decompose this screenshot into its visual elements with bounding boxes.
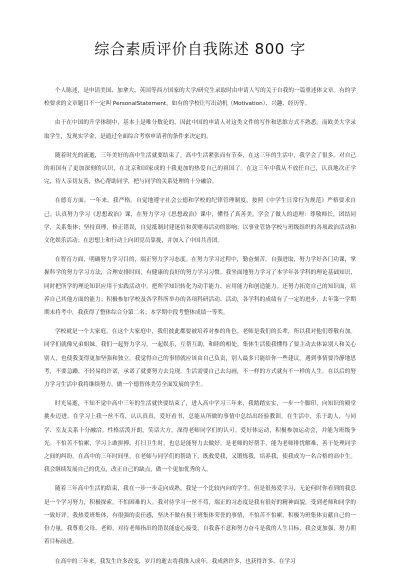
paragraph: 学校就是一个大家庭。在这个大家庭中，我们彼此都要被培养对参的角色。老师是我们的长辈，所以我对他们尊敬有加。同学们就像兄弟姐妹，我们一起努力学习，一起娱乐，互帮互助，和睦的相处。集体生活使我懂得了要主动去体谅别人和关心别人，也使我变得更加坚强和独立。我觉得自己的事情就应该由自己负责，别人最多只能给你一些建议。遇到事情要冷静地思考，不要急躁。不轻易的许诺，承诺了就要努力去兑现。生活需要自己去勾画，不一样的方式就有不一样的人生。在以后的努力学习生活中我将继续努力，做一个德智体美劳全面发展的学生。 — [44, 329, 356, 389]
paragraph: 随着时光的流逝，三年美好的高中生活就要结束了，高中生活紧张而有节奏，在这三年的生活中，我学会了很多。对自己的祖国有了更加深刻的认识，在北京和国家成的十我更加的热爱自己的祖国了。在这三年中我从不放任自己，认真地次正学完，待人亲切友善，热心帮助同学，把与同学的关系处理的十分融洽。 — [44, 152, 356, 186]
paragraph: 个人陈述，是申请美国、加拿大、英国等西方国家的大学/研究生录取时由申请人写的关于自我的一篇重述体文章。有的学校要求的文章题目不一定叫 PersonalStatement，如有的学校让写出动机（Motivation）、兴趣、经历等。 — [44, 88, 356, 108]
document-title: 综合素质评价自我陈述 800 字 — [94, 40, 306, 58]
paragraph: 在德育方面。一年来，我严格。自觉地遵守社会公德和学校的纪律管理制度，按照《中学生日常行为规范》严格要求自己。认真努力学习《思想政治》课，在努力学习《思想政治》课中，懂得了真善美，学会了做人的道理：尊敬师长，团结同学，关系集体；坚持真理，修正错误，自觉抵制封建迷信和黄赌毒活动的影响；以事业管协学校与班级组织的各项政治活动和文化娱乐活动；在思想上和行动上向团党员靠拢，并加入了中国共青团。 — [44, 198, 356, 245]
paragraph: 随着三年高中生活的结束，我在一步一步走向成熟，我是一个比较内向的学生，但是很热爱学习，无论何时你看到的我总是一个学习努力，积极探索，不怕困难的人。我对待学习一丝不苟，端正的习态度是我有很好的精神面貌，受到老师和同学的一致好评。我热爱班集体，有很强的责任感，坚决不做有损于班集体荣誉的事情，不怕苦不怕累，积极为班集体贡献自己的一份力量。我尊重父母、老师，对待老师指出的错误能虚心接受，自我落不意和努力奋斗是我的人生目标，我会更加强，努力朝着目标前进。 — [44, 486, 356, 546]
document-body — [44, 85, 356, 566]
paragraph: 时光易逝，不知不觉中高中三年的生活就快要结束了，进入高中学习三年来，我踏踏实实，一步一个脚印，向知识的殿堂挑步迈进。在学习上我一丝不苟，认认真真，爱好看书，总能从所做的事情中总结出经验教训。在生活中，乐于助人，与同学、室友关系十分融洽。性格活泼开朗，笑话大方，深得老师同学们的认可。爱好体运动，积极参加运动会，并能为班级争光。不怕苦不怕累，学习上敢拼搏，打扫卫生时，也总是能努力去做好。是老师的好帮手，能为老师排忧解难，善于处理同学之间的纠纷。在高中的三年时间里，在老师与同学们的帮助下，既救爱我，又锻炼我，培养我，使我成为一名合格的高中生。我会继续发展自己的优点，改正自己的缺点，做一个更加优秀的人。 — [44, 401, 356, 474]
paragraph: 在智育方面，明确努力学习目的，端正努力学习态度。在努力学习过程中，勤奋刻苦，自强进取，努力学好各门功课，掌握科学的努力学习方法，合理安排时间，有健康的良好的努力学习习惯。我坐面地努力学习了本学年各学科的理论基础知识，同时把所学的理论知识应用于实践活动中，把所学知识转化为动手能力、应用能力和创造能力。还努力拓宽自己的知识面，培养自己其他方面的能力；积极参加学校及各学科所举办的各项科研活动、活动，各学科的成绩有了一定的进步，去年第一学期期末将考中，我获得了整体综合分第二名；本学期中段考整体成绩一等奖。 — [44, 257, 356, 317]
paragraph: 在高中的三年来，我发生许多改变，岁月的逝去将我推入成年，我成熟许多，也获得许多。在学习 — [55, 558, 296, 565]
paragraph: 由于在中国的升学体制中，基本上是唯分数论的，因此中国的申请人对这类文件的写作和思维方式不熟悉。而欧美大学录取学生，发现实学金，是通过全面综合考察申请者的条件来决定的。 — [44, 120, 356, 140]
